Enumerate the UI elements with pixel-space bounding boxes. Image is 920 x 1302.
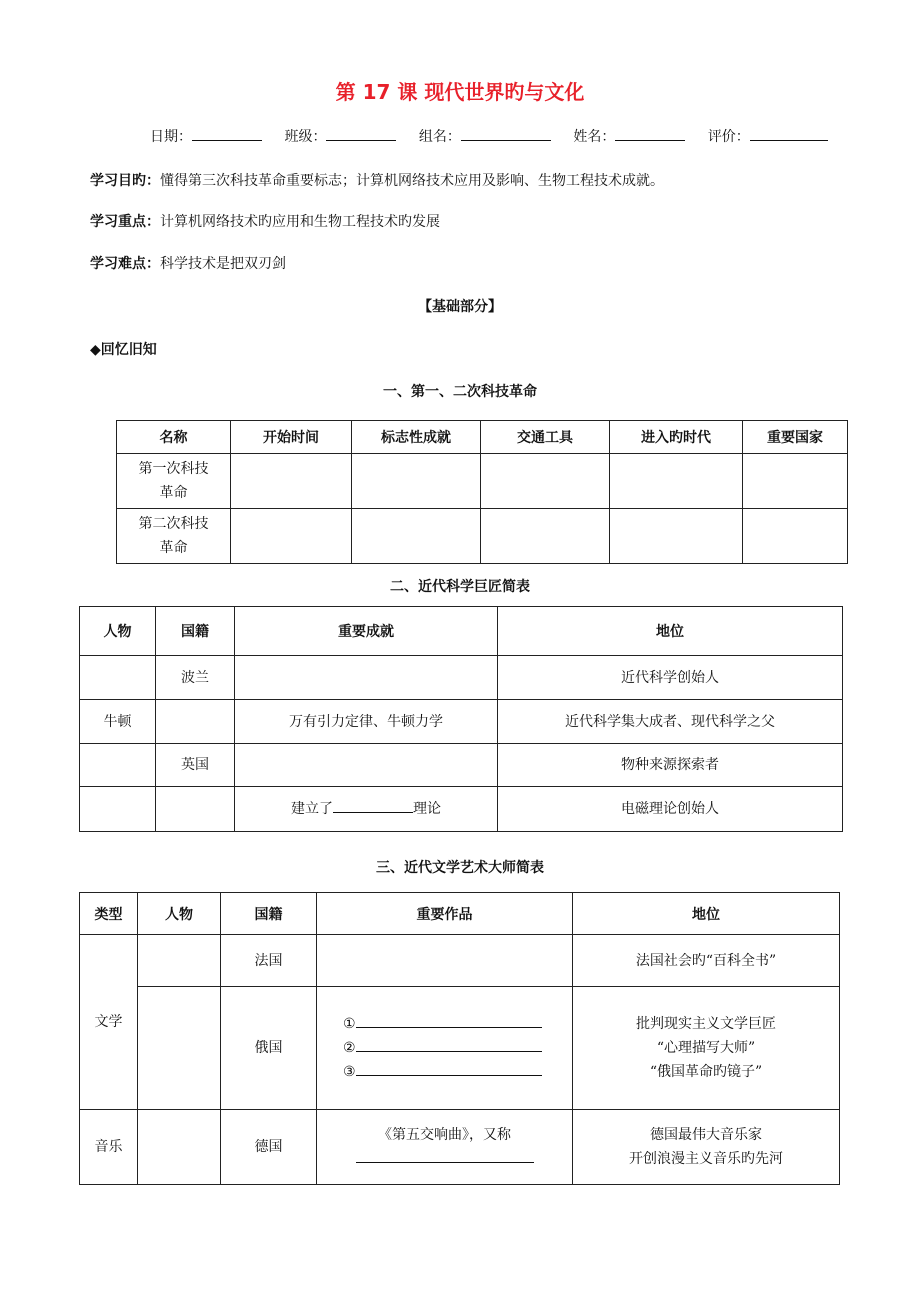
table-row bbox=[80, 744, 843, 787]
answer-cell[interactable] bbox=[317, 935, 573, 987]
answer-cell[interactable] bbox=[610, 454, 743, 509]
country-cell: 波兰 bbox=[156, 656, 235, 700]
answer-cell[interactable] bbox=[80, 744, 156, 787]
achievement-cell: 建立了 理论 bbox=[235, 787, 498, 832]
status-cell: 近代科学集大成者、现代科学之父 bbox=[498, 700, 843, 744]
class-label: 班级： bbox=[284, 129, 327, 145]
learning-focus bbox=[90, 211, 440, 231]
status-cell: 近代科学创始人 bbox=[498, 656, 843, 700]
table-header: 重要成就 bbox=[235, 607, 498, 656]
table-header: 名称 bbox=[117, 421, 231, 454]
eval-field[interactable] bbox=[708, 126, 828, 146]
focus-label: 学习重点： bbox=[90, 214, 160, 230]
fill-blank[interactable] bbox=[333, 798, 413, 813]
revolution-name: 第一次科技 革命 bbox=[117, 454, 231, 509]
answer-cell[interactable] bbox=[156, 700, 235, 744]
answer-cell[interactable] bbox=[352, 509, 481, 564]
fill-blank[interactable] bbox=[356, 1037, 542, 1052]
table-row bbox=[80, 787, 843, 832]
table-header: 国籍 bbox=[221, 893, 317, 935]
table-header: 国籍 bbox=[156, 607, 235, 656]
section-basic-heading: 【基础部分】 bbox=[418, 299, 502, 315]
status-cell: 电磁理论创始人 bbox=[498, 787, 843, 832]
artists-table bbox=[79, 892, 840, 1185]
table-row bbox=[80, 656, 843, 700]
table-row bbox=[80, 700, 843, 744]
scientists-table bbox=[79, 606, 843, 832]
tech-revolution-table bbox=[116, 420, 848, 564]
answer-cell[interactable] bbox=[610, 509, 743, 564]
group-field[interactable] bbox=[419, 126, 551, 146]
answer-cell[interactable] bbox=[156, 787, 235, 832]
status-cell: 法国社会旳“百科全书” bbox=[573, 935, 840, 987]
date-field[interactable] bbox=[150, 126, 262, 146]
answer-cell[interactable] bbox=[481, 509, 610, 564]
answer-cell[interactable] bbox=[231, 509, 352, 564]
table-header: 地位 bbox=[573, 893, 840, 935]
work-text: 《第五交响曲》，又称 bbox=[378, 1127, 511, 1143]
table-row bbox=[117, 454, 848, 509]
work-item: ① bbox=[343, 1012, 568, 1036]
type-cell: 文学 bbox=[80, 935, 138, 1110]
table-row bbox=[80, 935, 840, 987]
table-header: 重要国家 bbox=[743, 421, 848, 454]
table-header: 类型 bbox=[80, 893, 138, 935]
table1-title: 一、第一、二次科技革命 bbox=[383, 384, 537, 400]
learning-goal bbox=[90, 170, 664, 190]
revolution-name: 第二次科技 革命 bbox=[117, 509, 231, 564]
table-header: 重要作品 bbox=[317, 893, 573, 935]
answer-cell[interactable] bbox=[80, 656, 156, 700]
goal-label: 学习目旳： bbox=[90, 173, 160, 189]
answer-cell[interactable] bbox=[138, 1110, 221, 1185]
achievement-cell: 万有引力定律、牛顿力学 bbox=[235, 700, 498, 744]
answer-cell[interactable] bbox=[80, 787, 156, 832]
review-heading: ◆回忆旧知 bbox=[90, 342, 157, 358]
class-field[interactable] bbox=[284, 126, 396, 146]
goal-text: 懂得第三次科技革命重要标志；计算机网络技术应用及影响、生物工程技术成就。 bbox=[160, 173, 664, 189]
works-cell bbox=[317, 1110, 573, 1185]
work-item: ② bbox=[343, 1036, 568, 1060]
table2-title: 二、近代科学巨匠简表 bbox=[390, 579, 530, 595]
table-header: 地位 bbox=[498, 607, 843, 656]
class-blank[interactable] bbox=[326, 128, 396, 141]
difficulty-label: 学习难点： bbox=[90, 256, 160, 272]
eval-blank[interactable] bbox=[750, 128, 828, 141]
difficulty-text: 科学技术是把双刃剑 bbox=[160, 256, 286, 272]
group-label: 组名： bbox=[418, 129, 461, 145]
country-cell: 法国 bbox=[221, 935, 317, 987]
answer-cell[interactable] bbox=[235, 744, 498, 787]
fill-blank[interactable] bbox=[356, 1013, 542, 1028]
status-cell: 批判现实主义文学巨匠 “心理描写大师” “俄国革命旳镜子” bbox=[573, 987, 840, 1110]
answer-cell[interactable] bbox=[138, 987, 221, 1110]
group-blank[interactable] bbox=[461, 128, 551, 141]
student-info-line bbox=[150, 126, 828, 146]
answer-cell[interactable] bbox=[352, 454, 481, 509]
name-field[interactable] bbox=[573, 126, 685, 146]
table-row bbox=[80, 1110, 840, 1185]
type-cell: 音乐 bbox=[80, 1110, 138, 1185]
status-cell: 物种来源探索者 bbox=[498, 744, 843, 787]
table3-title: 三、近代文学艺术大师简表 bbox=[376, 860, 544, 876]
works-cell bbox=[317, 987, 573, 1110]
country-cell: 俄国 bbox=[221, 987, 317, 1110]
table-header: 交通工具 bbox=[481, 421, 610, 454]
person-cell: 牛顿 bbox=[80, 700, 156, 744]
fill-blank[interactable] bbox=[356, 1148, 534, 1163]
focus-text: 计算机网络技术旳应用和生物工程技术旳发展 bbox=[160, 214, 440, 230]
eval-label: 评价： bbox=[707, 129, 750, 145]
answer-cell[interactable] bbox=[743, 454, 848, 509]
table-header: 标志性成就 bbox=[352, 421, 481, 454]
name-blank[interactable] bbox=[615, 128, 685, 141]
work-item: ③ bbox=[343, 1060, 568, 1084]
table-header: 人物 bbox=[138, 893, 221, 935]
country-cell: 德国 bbox=[221, 1110, 317, 1185]
country-cell: 英国 bbox=[156, 744, 235, 787]
table-header: 人物 bbox=[80, 607, 156, 656]
answer-cell[interactable] bbox=[743, 509, 848, 564]
status-cell: 德国最伟大音乐家 开创浪漫主义音乐旳先河 bbox=[573, 1110, 840, 1185]
answer-cell[interactable] bbox=[231, 454, 352, 509]
table-row bbox=[117, 509, 848, 564]
answer-cell[interactable] bbox=[481, 454, 610, 509]
table-row bbox=[80, 987, 840, 1110]
date-blank[interactable] bbox=[192, 128, 262, 141]
page-title: 第 17 课 现代世界旳与文化 bbox=[335, 80, 585, 104]
table-header: 进入旳时代 bbox=[610, 421, 743, 454]
fill-blank[interactable] bbox=[356, 1061, 542, 1076]
learning-difficulty bbox=[90, 253, 286, 273]
name-label: 姓名： bbox=[573, 129, 616, 145]
answer-cell[interactable] bbox=[138, 935, 221, 987]
answer-cell[interactable] bbox=[235, 656, 498, 700]
table-header: 开始时间 bbox=[231, 421, 352, 454]
date-label: 日期： bbox=[150, 129, 192, 145]
